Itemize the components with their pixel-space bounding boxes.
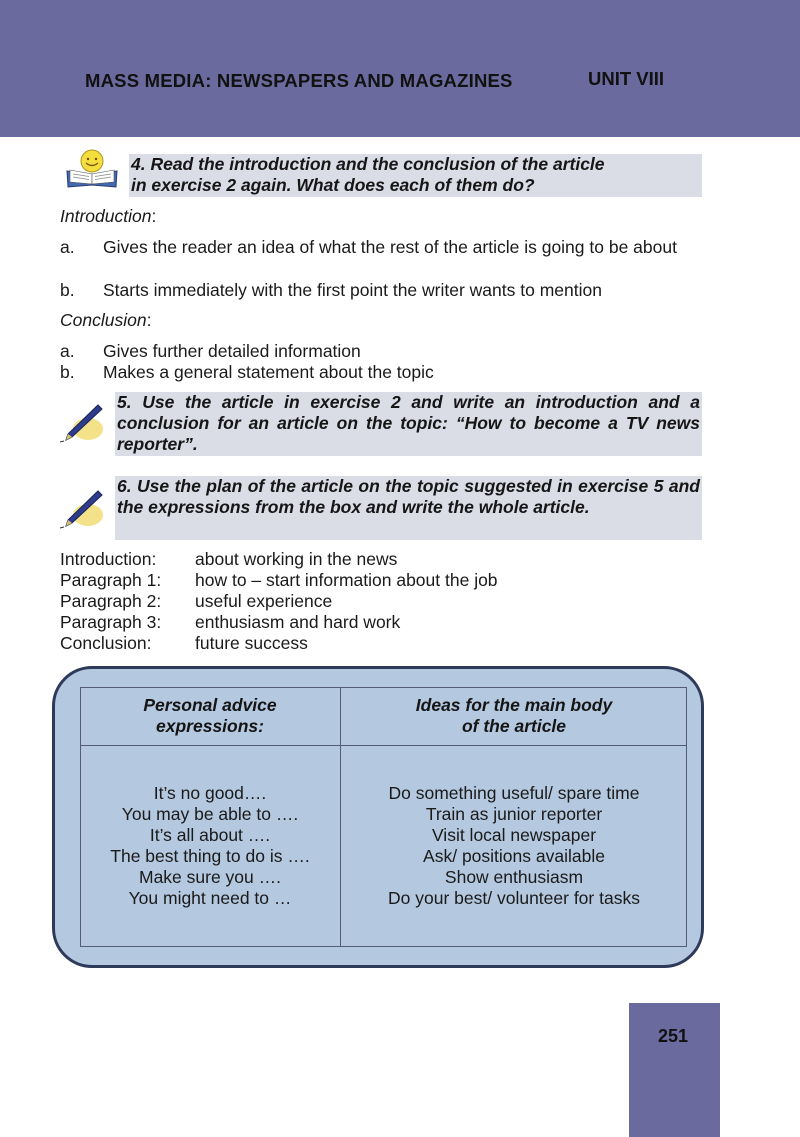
list-text: Gives the reader an idea of what the rest of the article is going to be about (103, 237, 677, 257)
plan-value: useful experience (195, 591, 333, 611)
advice-expression: It’s no good…. (153, 783, 267, 803)
plan-label: Introduction: (60, 549, 157, 569)
book-reading-icon (64, 147, 120, 189)
list-text: Starts immediately with the first point the writer wants to mention (103, 280, 602, 300)
main-body-idea: Do something useful/ spare time (388, 783, 640, 803)
advice-expression: The best thing to do is …. (110, 846, 310, 866)
list-marker: b. (60, 280, 75, 300)
plan-label: Paragraph 3: (60, 612, 162, 632)
main-body-idea: Visit local newspaper (431, 825, 597, 845)
main-body-idea: Show enthusiasm (444, 867, 584, 887)
plan-value: enthusiasm and hard work (195, 612, 401, 632)
advice-expressions-column (80, 783, 340, 909)
plan-label: Paragraph 1: (60, 570, 162, 590)
table-header-left: Personal advice expressions: (143, 695, 277, 736)
table-border (80, 946, 687, 947)
list-text: Gives further detailed information (103, 341, 361, 361)
unit-label: UNIT VIII (588, 68, 665, 89)
page-number-tab (629, 1003, 720, 1137)
main-body-ideas-column (341, 783, 687, 909)
main-body-idea: Train as junior reporter (425, 804, 603, 824)
page-header (0, 0, 800, 137)
table-border (80, 745, 687, 746)
task-4-prompt-line2: in exercise 2 again. What does each of them do? (131, 175, 535, 195)
task-6-prompt: 6. Use the plan of the article on the topic suggested in exercise 5 and the expressions from the box and write the whole article. (115, 476, 702, 540)
main-body-idea: Ask/ positions available (423, 846, 605, 866)
list-item (60, 280, 725, 301)
main-body-idea: Do your best/ volunteer for tasks (388, 888, 640, 908)
advice-expression: Make sure you …. (139, 867, 281, 887)
page-number: 251 (657, 1026, 688, 1046)
pen-writing-icon (58, 487, 108, 529)
list-item (60, 362, 725, 383)
list-item (60, 341, 725, 362)
introduction-label: Introduction: (60, 206, 157, 226)
list-marker: b. (60, 362, 75, 382)
plan-label: Paragraph 2: (60, 591, 162, 611)
plan-value: future success (195, 633, 308, 653)
plan-label: Conclusion: (60, 633, 152, 653)
table-border (80, 687, 687, 688)
list-marker: a. (60, 341, 75, 361)
advice-expression: It’s all about …. (149, 825, 271, 845)
advice-expression: You may be able to …. (121, 804, 299, 824)
pen-writing-icon (58, 401, 108, 443)
task-4-prompt-line1: 4. Read the introduction and the conclusion of the article (131, 154, 605, 174)
list-text: Makes a general statement about the topic (103, 362, 434, 382)
advice-expression: You might need to … (128, 888, 292, 908)
table-header-right: Ideas for the main body of the article (415, 695, 613, 736)
list-marker: a. (60, 237, 75, 257)
task-5-prompt: 5. Use the article in exercise 2 and write an introduction and a conclusion for an article on the topic: “How to become a TV news reporter”. (117, 392, 700, 454)
task-4-prompt (129, 154, 702, 197)
conclusion-label: Conclusion: (60, 310, 152, 330)
expressions-table (80, 687, 687, 947)
list-item (60, 237, 725, 279)
plan-value: about working in the news (195, 549, 398, 569)
chapter-title: MASS MEDIA: NEWSPAPERS AND MAGAZINES (85, 70, 513, 91)
plan-value: how to – start information about the job (195, 570, 498, 590)
